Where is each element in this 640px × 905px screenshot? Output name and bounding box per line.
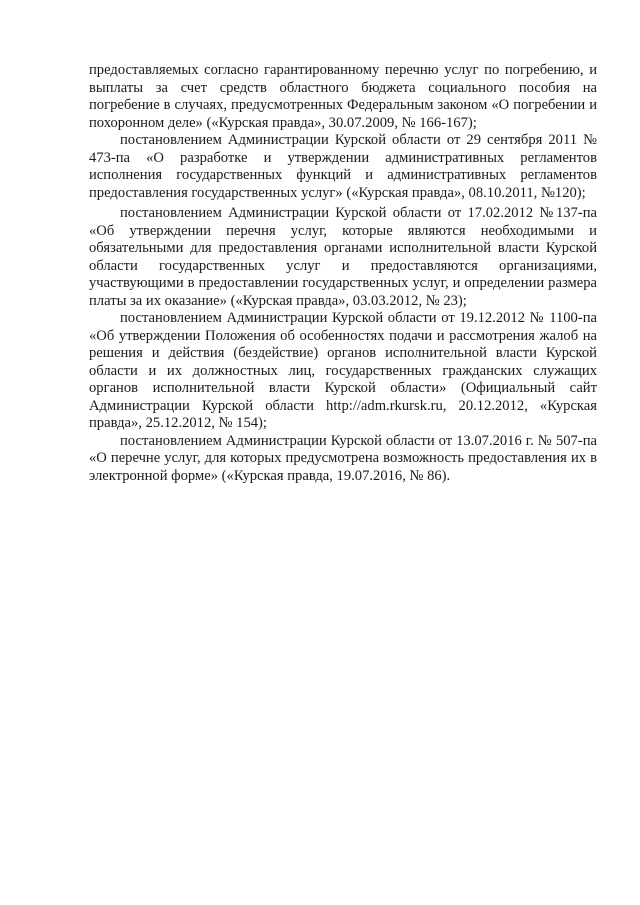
paragraph-decree-507: постановлением Администрации Курской области от 13.07.2016 г. № 507-па «О перечне услуг, для которых предусмотрена возможность предоставления их в электронной форме» («Курская правда, 19.07.2016, № 86). — [89, 432, 597, 484]
paragraph-decree-137: постановлением Администрации Курской области от 17.02.2012 №137-па «Об утверждении перечня услуг, которые являются необходимыми и обязательными для предоставления органами исполнительной власти Курской области государственных услуг и предоставляются организациями, участвующими в предоставлении государственных услуг, и определении размера платы за их оказание» («Курская правда», 03.03.2012, № 23); — [89, 205, 597, 309]
document-body — [89, 62, 597, 485]
paragraph-decree-1100: постановлением Администрации Курской области от 19.12.2012 № 1100-па «Об утверждении Положения об особенностях подачи и рассмотрения жалоб на решения и действия (бездействие) органов исполнительной власти Курской области и их должностных лиц, государственных гражданских служащих органов исполнительной власти Курской области» (Официальный сайт Администрации Курской области http://adm.rkursk.ru, 20.12.2012, «Курская правда», 25.12.2012, № 154); — [89, 310, 597, 431]
paragraph-decree-473: постановлением Администрации Курской области от 29 сентября 2011 № 473-па «О разработке и утверждении административных регламентов исполнения государственных функций и административных регламентов предоставления государственных услуг» («Курская правда», 08.10.2011, №120); — [89, 132, 597, 201]
paragraph-continuation: предоставляемых согласно гарантированному перечню услуг по погребению, и выплаты за счет средств областного бюджета социального пособия на погребение в случаях, предусмотренных Федеральным законом «О погребении и похоронном деле» («Курская правда», 30.07.2009, № 166-167); — [89, 62, 597, 131]
